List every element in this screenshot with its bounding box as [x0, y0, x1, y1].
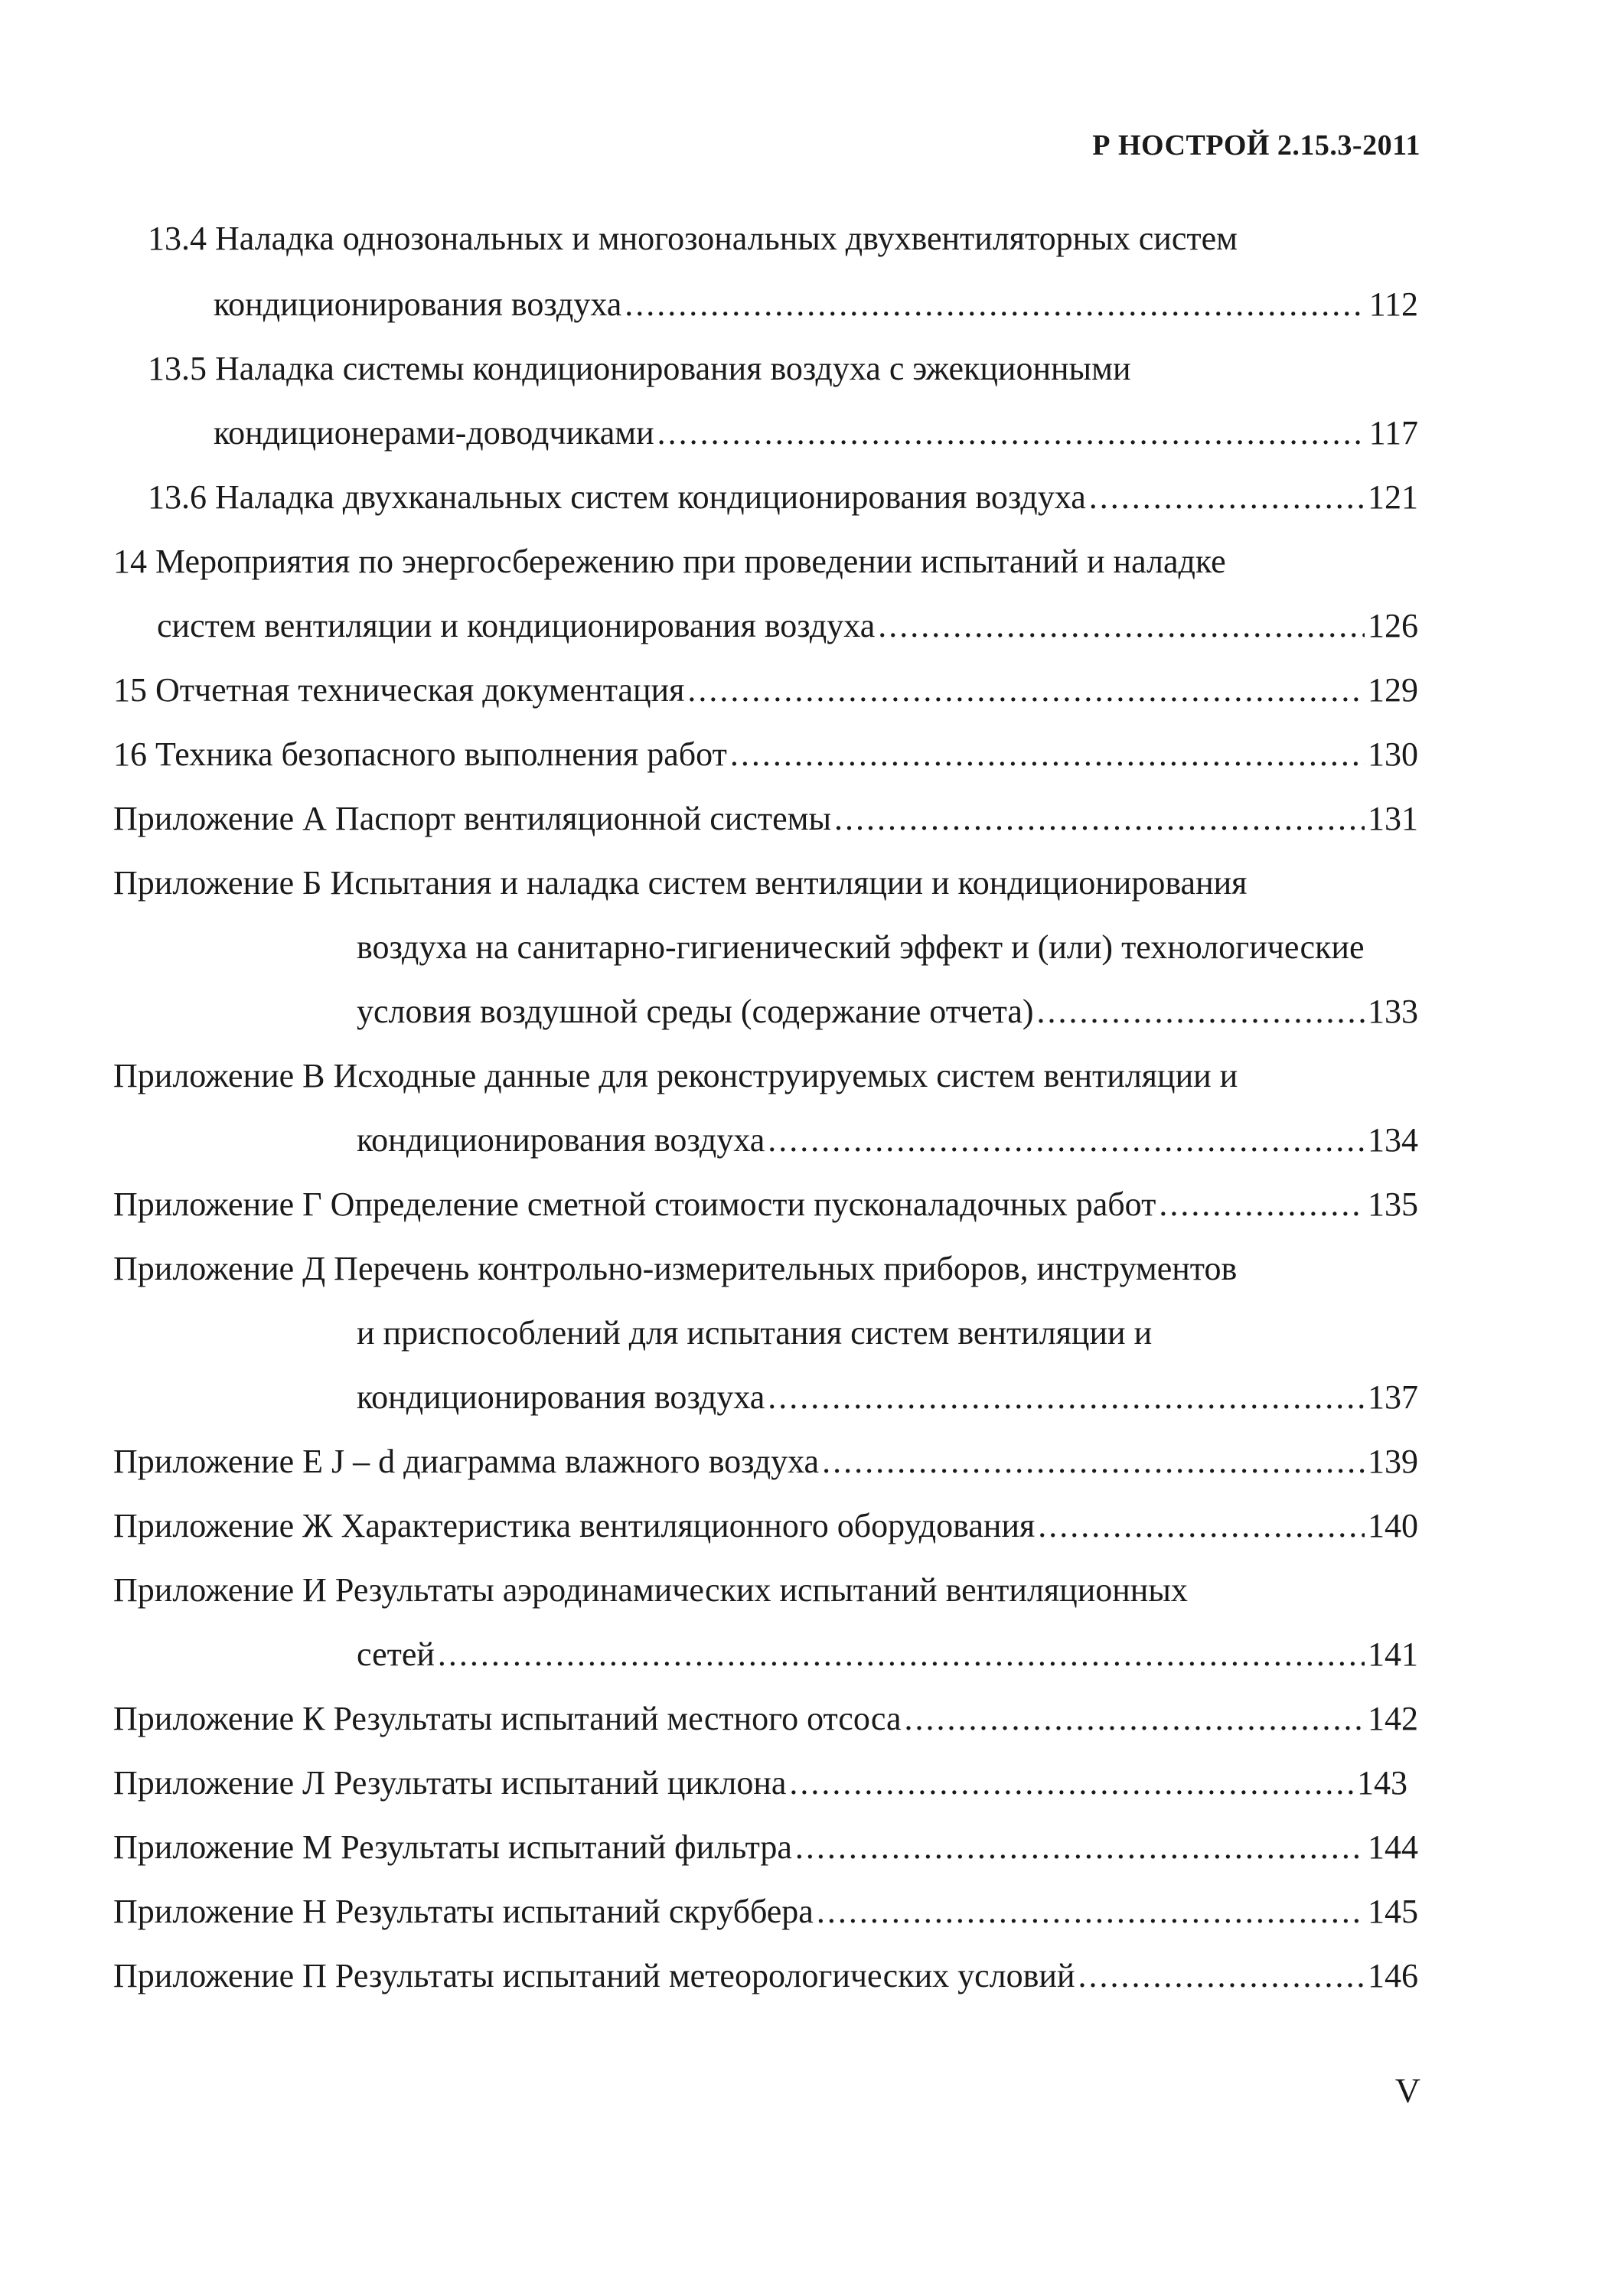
toc-entry-13-5-line-1 — [148, 346, 1418, 392]
toc-entry-appendix-zh[interactable] — [113, 1503, 1418, 1549]
toc-entry-14-line-1 — [113, 539, 1418, 585]
toc-page-number: 139 — [1368, 1443, 1418, 1480]
toc-entry-text: кондиционерами-доводчиками — [214, 414, 654, 452]
toc-entry-appendix-b-line-1 — [113, 860, 1418, 906]
toc-entry-text: кондиционирования воздуха — [357, 1121, 765, 1159]
toc-entry-appendix-d-line-1 — [113, 1246, 1418, 1292]
toc-entry-text: Приложение Г Определение сметной стоимости пусконаладочных работ — [113, 1186, 1156, 1223]
toc-entry-text: воздуха на санитарно-гигиенический эффект и (или) технологические — [357, 928, 1365, 966]
toc-entry-text: 16 Техника безопасного выполнения работ — [113, 735, 727, 773]
toc-entry-appendix-b-line-2 — [357, 925, 1418, 970]
toc-entry-text: 14 Мероприятия по энергосбережению при проведении испытаний и наладке — [113, 543, 1226, 580]
toc-leader-dots — [789, 1760, 1354, 1806]
toc-entry-appendix-p[interactable] — [113, 1953, 1418, 1999]
page-number: V — [1394, 2071, 1420, 2110]
toc-entry-appendix-k[interactable] — [113, 1696, 1418, 1742]
toc-entry-15[interactable] — [113, 667, 1418, 713]
toc-page-number: 112 — [1368, 285, 1418, 323]
toc-leader-dots — [768, 1117, 1365, 1163]
toc-page-number: 117 — [1368, 414, 1418, 452]
toc-entry-text: кондиционирования воздуха — [357, 1378, 765, 1416]
toc-entry-text: 13.4 Наладка однозональных и многозональных двухвентиляторных систем — [148, 220, 1238, 257]
toc-entry-16[interactable] — [113, 732, 1418, 778]
toc-leader-dots — [1159, 1182, 1365, 1228]
toc-leader-dots — [822, 1439, 1365, 1485]
toc-page-number: 131 — [1368, 800, 1418, 837]
toc-leader-dots — [1078, 1953, 1365, 1999]
toc-entry-appendix-i-line-1 — [113, 1567, 1418, 1613]
toc-entry-text: Приложение Б Испытания и наладка систем вентиляции и кондиционирования — [113, 864, 1248, 902]
toc-leader-dots — [1089, 475, 1365, 520]
toc-leader-dots — [438, 1632, 1365, 1678]
toc-page-number: 141 — [1368, 1636, 1418, 1673]
toc-page-number: 126 — [1368, 607, 1418, 644]
toc-page-number: 143 — [1357, 1764, 1407, 1802]
toc-leader-dots — [1037, 989, 1365, 1035]
toc-leader-dots — [834, 796, 1365, 842]
toc-entry-text: Приложение Д Перечень контрольно-измерительных приборов, инструментов — [113, 1250, 1238, 1287]
toc-entry-appendix-d-line-2 — [357, 1310, 1418, 1356]
toc-entry-13-4-line-2[interactable] — [214, 282, 1418, 328]
toc-entry-13-4-line-1 — [148, 216, 1418, 262]
toc-entry-13-6[interactable] — [148, 475, 1418, 520]
toc-entry-text: Приложение М Результаты испытаний фильтра — [113, 1828, 792, 1866]
toc-leader-dots — [795, 1825, 1365, 1870]
toc-page-number: 142 — [1368, 1700, 1418, 1737]
toc-page-number: 129 — [1368, 671, 1418, 709]
toc-entry-text: условия воздушной среды (содержание отчета) — [357, 993, 1034, 1030]
toc-entry-text: Приложение П Результаты испытаний метеорологических условий — [113, 1957, 1075, 1994]
toc-entry-text: Приложение В Исходные данные для реконструируемых систем вентиляции и — [113, 1057, 1238, 1094]
toc-entry-text: сетей — [357, 1636, 435, 1673]
toc-entry-text: Приложение Л Результаты испытаний циклона — [113, 1764, 787, 1802]
toc-entry-14-line-2[interactable] — [157, 603, 1418, 649]
toc-leader-dots — [768, 1375, 1365, 1420]
toc-page-number: 134 — [1368, 1121, 1418, 1159]
toc-page-number: 121 — [1368, 478, 1418, 516]
toc-leader-dots — [817, 1889, 1365, 1935]
toc-entry-appendix-g[interactable] — [113, 1182, 1418, 1228]
toc-page-number: 140 — [1368, 1507, 1418, 1544]
toc-entry-text: 13.6 Наладка двухканальных систем кондиционирования воздуха — [148, 478, 1086, 516]
toc-entry-text: 15 Отчетная техническая документация — [113, 671, 685, 709]
toc-entry-text: 13.5 Наладка системы кондиционирования воздуха с эжекционными — [148, 350, 1131, 387]
toc-entry-appendix-n[interactable] — [113, 1889, 1418, 1935]
toc-page-number: 137 — [1368, 1378, 1418, 1416]
toc-page-number: 130 — [1368, 735, 1418, 773]
toc-entry-text: Приложение Е J – d диаграмма влажного воздуха — [113, 1443, 820, 1480]
toc-entry-appendix-a[interactable] — [113, 796, 1418, 842]
toc-entry-appendix-v-line-2[interactable] — [357, 1117, 1418, 1163]
toc-page-number: 133 — [1368, 993, 1418, 1030]
toc-entry-appendix-i-line-2[interactable] — [357, 1632, 1418, 1678]
toc-page-number: 146 — [1368, 1957, 1418, 1994]
toc-page-number: 135 — [1368, 1186, 1418, 1223]
toc-leader-dots — [905, 1696, 1365, 1742]
toc-entry-appendix-b-line-3[interactable] — [357, 989, 1418, 1035]
toc-leader-dots — [687, 667, 1365, 713]
toc-entry-appendix-e[interactable] — [113, 1439, 1418, 1485]
toc-entry-appendix-d-line-3[interactable] — [357, 1375, 1418, 1420]
toc-entry-13-5-line-2[interactable] — [214, 410, 1418, 456]
toc-leader-dots — [878, 603, 1365, 649]
toc-entry-text: Приложение Н Результаты испытаний скруббера — [113, 1893, 814, 1930]
document-code-header: Р НОСТРОЙ 2.15.3-2011 — [1092, 129, 1420, 161]
toc-leader-dots — [625, 282, 1365, 328]
toc-entry-appendix-l[interactable] — [113, 1760, 1407, 1806]
toc-entry-text: систем вентиляции и кондиционирования воздуха — [157, 607, 876, 644]
toc-entry-text: кондиционирования воздуха — [214, 285, 622, 323]
toc-entry-text: Приложение А Паспорт вентиляционной системы — [113, 800, 832, 837]
toc-entry-appendix-v-line-1 — [113, 1053, 1418, 1099]
toc-entry-text: и приспособлений для испытания систем вентиляции и — [357, 1314, 1153, 1352]
toc-leader-dots — [657, 410, 1366, 456]
toc-leader-dots — [1038, 1503, 1365, 1549]
toc-leader-dots — [730, 732, 1365, 778]
toc-entry-text: Приложение К Результаты испытаний местного отсоса — [113, 1700, 902, 1737]
toc-entry-text: Приложение Ж Характеристика вентиляционного оборудования — [113, 1507, 1036, 1544]
toc-page-number: 145 — [1368, 1893, 1418, 1930]
toc-entry-appendix-m[interactable] — [113, 1825, 1418, 1870]
toc-page-number: 144 — [1368, 1828, 1418, 1866]
toc-entry-text: Приложение И Результаты аэродинамических испытаний вентиляционных — [113, 1571, 1188, 1609]
